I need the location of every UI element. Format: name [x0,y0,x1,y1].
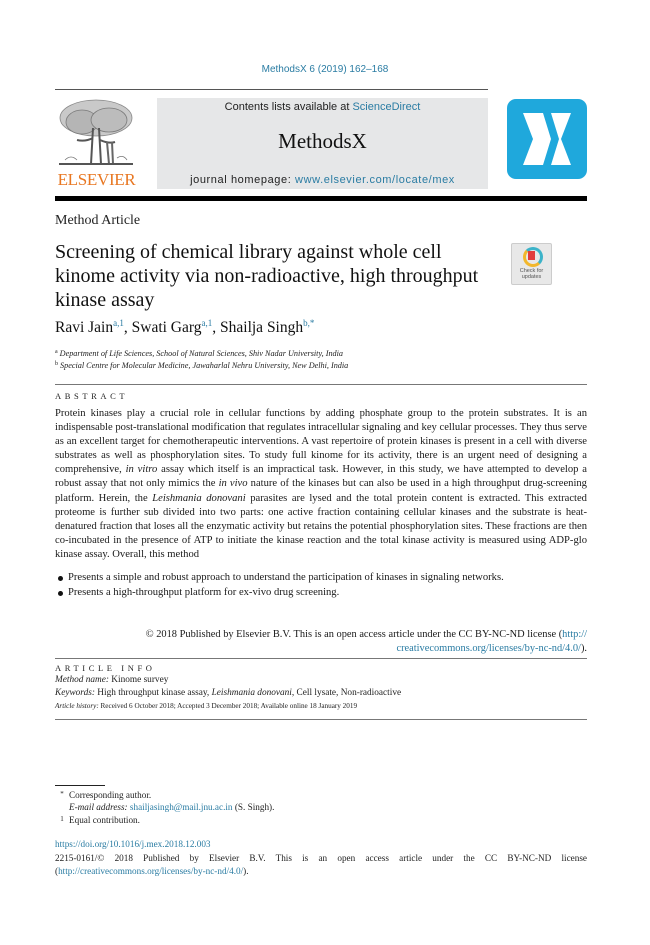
keywords-label: Keywords: [55,688,95,698]
affiliation-b [55,361,348,370]
journal-name: MethodsX [278,129,367,153]
author-affiliation-mark[interactable]: a,1 [113,318,124,328]
footnote-equal [55,815,140,825]
author-separator: , [212,319,221,336]
author-affiliation-mark[interactable]: b,* [303,318,315,328]
bookmark-icon [528,251,535,260]
license-link[interactable]: creativecommons.org/licenses/by-nc-nd/4.0/ [396,643,581,654]
bullet-icon [58,591,63,596]
elsevier-wordmark: ELSEVIER [57,170,136,189]
methodsx-logo[interactable] [507,99,587,179]
check-for-updates-badge[interactable] [511,243,552,285]
abstract-segment: parasites are lysed and the total protein content is extracted. This extracted proteome is further sub divided into two parts: one active fraction containing cellular kinases and the substrate is heat-denatured fraction that loses all the enzymatic activity but retains the potential phosphorylation sites. These fractions are then co-incubated in the presence of ATP to initiate the kinase reaction and the total kinase activity is measured using ADP-glo kinase assay. Overall, this method [55,492,587,560]
email-link[interactable]: shailjasingh@mail.jnu.ac.in [129,802,233,812]
method-name-label: Method name: [55,675,109,685]
badge-text-1: Check for [519,268,544,274]
sciencedirect-link[interactable]: ScienceDirect [352,101,421,113]
keywords-value: , Cell lysate, Non-radioactive [291,688,402,698]
footnote-rule [55,785,105,786]
highlight-item [55,570,587,585]
highlight-text: Presents a high-throughput platform for ex-vivo drug screening. [68,587,340,598]
keywords-value: High throughput kinase assay, [94,688,212,698]
abstract-segment: assay which itself is an impractical task. However, in this study, we have attempted to develop a robust assay that not only mimics the [55,464,587,490]
abstract-italic: in vitro [125,464,158,476]
author-affiliation-mark[interactable]: a,1 [201,318,213,328]
footnote-mark: 1 [60,815,64,823]
copyright-text: © 2018 Published by Elsevier B.V. This is an open access article under the CC BY-NC-ND license ( [145,629,563,640]
footnote-text: Equal contribution. [69,815,140,825]
issn-suffix: ). [243,866,249,876]
author-list [55,318,314,337]
abstract-top-rule [55,384,587,385]
copyright-suffix: ). [580,643,587,654]
badge-text-2: updates [521,274,542,280]
article-type: Method Article [55,213,141,228]
contents-prefix: Contents lists available at [224,101,353,113]
footnote-mark: * [60,790,64,798]
license-link[interactable]: creativecommons.org/licenses/by-nc-nd/4.0/ [80,866,244,876]
homepage-line [157,174,488,186]
doi-link[interactable]: https://doi.org/10.1016/j.mex.2018.12.003 [55,839,211,849]
footnote-corresponding [55,790,151,800]
history-value: Received 6 October 2018; Accepted 3 December 2018; Available online 18 January 2019 [98,702,358,710]
author-name[interactable]: Ravi Jain [55,319,114,336]
highlight-text: Presents a simple and robust approach to understand the participation of kinases in signaling networks. [68,572,504,583]
abstract-heading: ABSTRACT [55,391,129,401]
journal-reference[interactable]: MethodsX 6 (2019) 162–168 [261,64,389,75]
method-name-value: Kinome survey [108,675,169,685]
journal-header-box [157,98,488,189]
affiliation-text: Special Centre for Molecular Medicine, Jawaharlal Nehru University, New Delhi, India [60,361,349,370]
history-label: Article history: [55,702,99,710]
contents-line [157,101,488,113]
homepage-prefix: journal homepage: [190,174,296,186]
footnote-email [55,802,274,812]
article-info-top-rule [55,658,587,659]
author-name[interactable]: Shailja Singh [220,319,304,336]
keywords-italic: Leishmania donovani [211,688,292,698]
elsevier-tree-icon [57,98,135,168]
copyright-notice [80,628,587,656]
license-link[interactable]: http:// [58,866,81,876]
article-info-heading: ARTICLE INFO [55,663,156,673]
header-rule [55,89,488,90]
affiliation-mark: a [55,349,58,355]
issn-text: 2215-0161/© 2018 Published by Elsevier B.V. This is an open access article under the CC BY-NC-ND license ( [55,853,587,876]
elsevier-logo[interactable] [55,98,138,190]
author-separator: , [123,319,132,336]
badge-label [512,268,551,280]
abstract-italic: in vivo [218,478,248,490]
affiliation-a [55,349,343,358]
issn-license [55,852,587,878]
highlight-item [55,585,587,600]
affiliation-text: Department of Life Sciences, School of Natural Sciences, Shiv Nadar University, India [59,349,344,358]
email-suffix: (S. Singh). [232,802,275,812]
article-info-bottom-rule [55,719,587,720]
author-name[interactable]: Swati Garg [131,319,202,336]
highlights-list [55,570,587,600]
header-thick-rule [55,196,587,201]
affiliation-mark: b [55,361,58,367]
abstract-italic: Leishmania donovani [152,492,246,504]
homepage-link[interactable]: www.elsevier.com/locate/mex [295,174,455,186]
article-history [55,702,357,710]
abstract-text [55,407,587,562]
method-name [55,675,168,685]
abstract-segment: nature of the kinases but can also be used in a high throughput drug-screening platform. Herein, the [55,478,587,504]
keywords [55,688,401,698]
email-label: E-mail address: [69,802,128,812]
footnote-text: Corresponding author. [69,790,152,800]
abstract-segment: Protein kinases play a crucial role in cellular functions by adding phosphate group to the protein substrates. It is an indispensable post-translational modification that regulates intracellular signaling and key cellular processes. They thus serve as an excellent target for chemotherapeutic interventions. A vast repertoire of protein kinases is present in a cell with diverse substrates as well as phosphorylation sites. To study full kinome for its activity, there is an urgent need of designing a comprehensive, [55,408,587,476]
article-title: Screening of chemical library against whole cell kinome activity via non-radioactive, high throughput kinase assay [55,241,479,311]
bullet-icon [58,576,63,581]
methodsx-x-icon [507,99,587,179]
license-link[interactable]: http:// [562,629,587,640]
